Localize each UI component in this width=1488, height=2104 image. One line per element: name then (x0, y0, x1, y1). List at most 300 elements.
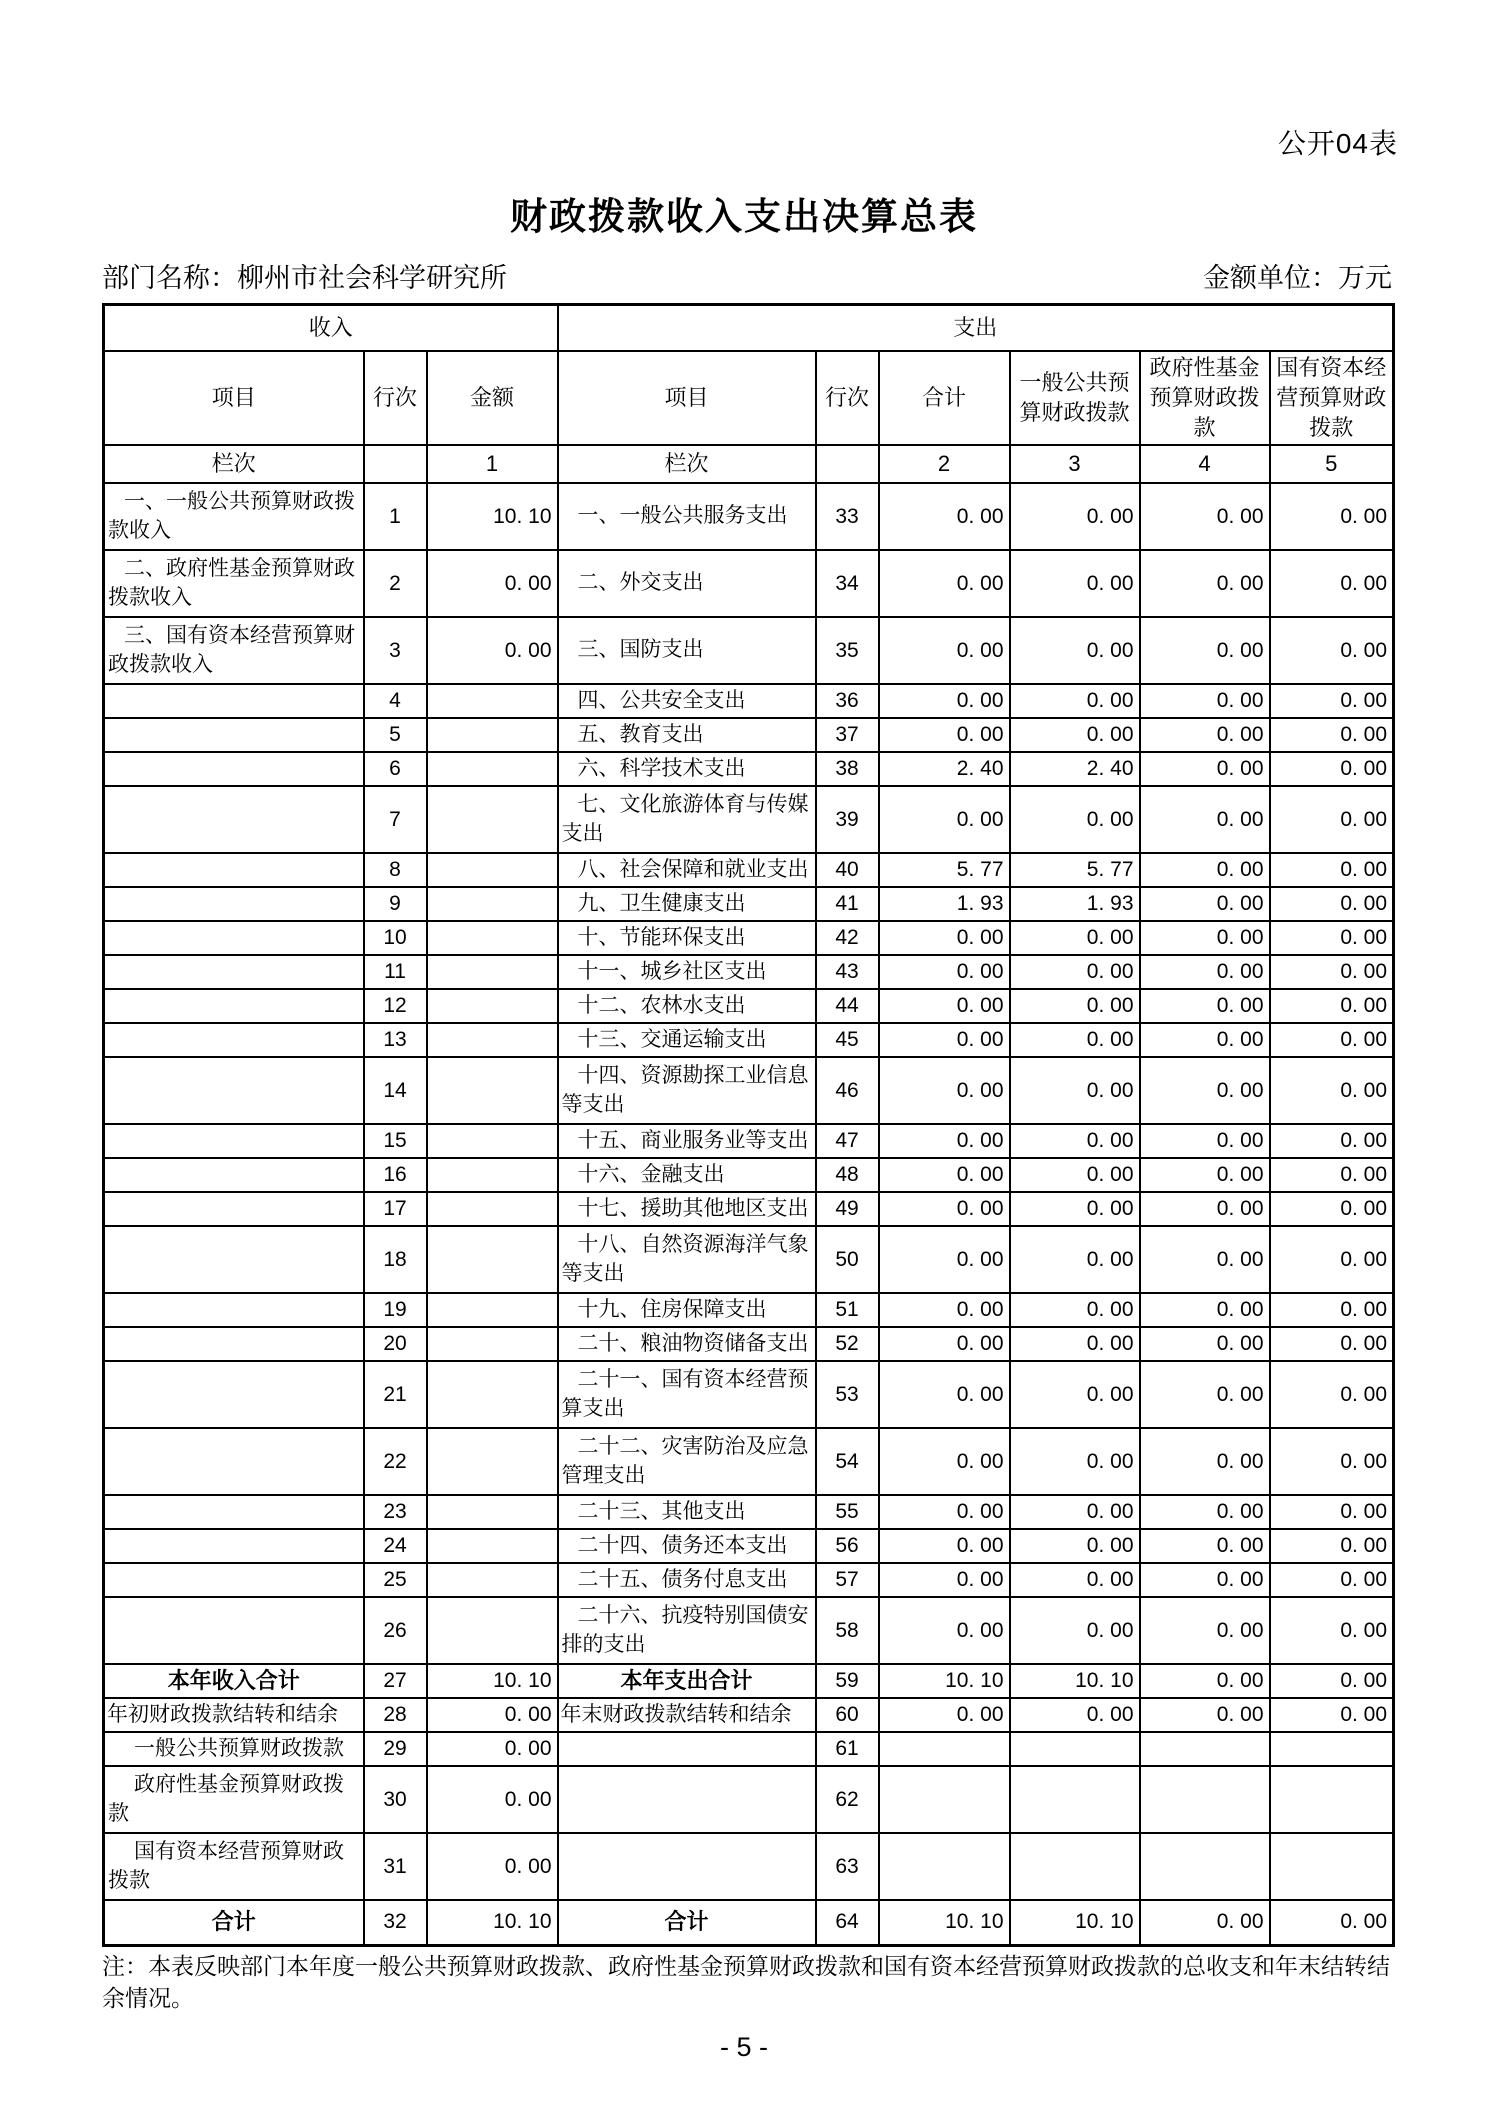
expense-lanci-line-blank (816, 445, 879, 483)
expense-line-cell: 46 (816, 1057, 879, 1124)
table-row (104, 1226, 1394, 1293)
expense-total-cell (879, 1833, 1010, 1900)
income-line-cell: 14 (364, 1057, 427, 1124)
expense-line-cell: 40 (816, 853, 879, 887)
income-item-cell (104, 1428, 364, 1495)
income-line-cell: 31 (364, 1833, 427, 1900)
income-line-cell: 26 (364, 1597, 427, 1664)
expense-item-cell: 七、文化旅游体育与传媒支出 (558, 786, 816, 853)
income-section-header: 收入 (104, 305, 558, 352)
table-row (104, 1192, 1394, 1226)
expense-total-cell: 0. 00 (879, 1158, 1010, 1192)
expense-line-cell: 54 (816, 1428, 879, 1495)
income-amount-cell (427, 955, 558, 989)
expense-state-capital-cell: 0. 00 (1270, 752, 1394, 786)
table-row (104, 921, 1394, 955)
income-amount-cell: 0. 00 (427, 1732, 558, 1766)
income-amount-cell (427, 989, 558, 1023)
expense-total-cell: 10. 10 (879, 1664, 1010, 1698)
expense-gov-fund-cell: 0. 00 (1140, 617, 1270, 684)
expense-line-cell: 52 (816, 1327, 879, 1361)
table-row (104, 853, 1394, 887)
table-area (102, 303, 1392, 2014)
income-amount-cell (427, 718, 558, 752)
income-line-cell: 3 (364, 617, 427, 684)
income-item-cell (104, 853, 364, 887)
expense-gov-fund-cell: 0. 00 (1140, 1563, 1270, 1597)
expense-state-capital-cell: 0. 00 (1270, 1361, 1394, 1428)
table-row (104, 1158, 1394, 1192)
income-item-cell (104, 1057, 364, 1124)
expense-general-budget-cell: 0. 00 (1010, 1361, 1140, 1428)
expense-gov-fund-cell: 0. 00 (1140, 786, 1270, 853)
income-amount-cell (427, 1428, 558, 1495)
expense-state-capital-cell: 0. 00 (1270, 1226, 1394, 1293)
expense-item-cell (558, 1732, 816, 1766)
income-line-cell: 16 (364, 1158, 427, 1192)
expense-total-cell: 0. 00 (879, 1428, 1010, 1495)
income-amount-cell (427, 1057, 558, 1124)
table-row (104, 1766, 1394, 1833)
income-item-cell (104, 921, 364, 955)
expense-line-cell: 53 (816, 1361, 879, 1428)
income-item-cell (104, 1293, 364, 1327)
expense-total-cell: 0. 00 (879, 989, 1010, 1023)
expense-gov-fund-header: 政府性基金预算财政拨款 (1140, 351, 1270, 445)
expense-line-cell: 49 (816, 1192, 879, 1226)
income-item-cell (104, 718, 364, 752)
table-row (104, 1124, 1394, 1158)
expense-item-cell: 二、外交支出 (558, 550, 816, 617)
table-row (104, 1428, 1394, 1495)
expense-item-cell: 六、科学技术支出 (558, 752, 816, 786)
table-row (104, 1023, 1394, 1057)
income-amount-cell (427, 887, 558, 921)
expense-state-capital-cell: 0. 00 (1270, 718, 1394, 752)
table-row (104, 1327, 1394, 1361)
expense-state-capital-cell: 0. 00 (1270, 786, 1394, 853)
income-amount-cell (427, 752, 558, 786)
expense-gov-fund-cell: 0. 00 (1140, 989, 1270, 1023)
expense-item-cell: 四、公共安全支出 (558, 684, 816, 718)
income-item-cell: 政府性基金预算财政拨款 (104, 1766, 364, 1833)
income-amount-cell: 10. 10 (427, 1900, 558, 1945)
income-item-cell (104, 786, 364, 853)
table-row (104, 684, 1394, 718)
table-row (104, 1057, 1394, 1124)
expense-item-cell: 十六、金融支出 (558, 1158, 816, 1192)
expense-gov-fund-cell (1140, 1766, 1270, 1833)
expense-total-cell: 1. 93 (879, 887, 1010, 921)
expense-item-cell: 十七、援助其他地区支出 (558, 1192, 816, 1226)
budget-summary-table (102, 303, 1395, 1947)
income-item-cell (104, 1495, 364, 1529)
expense-gov-fund-cell: 0. 00 (1140, 1698, 1270, 1732)
expense-line-cell: 35 (816, 617, 879, 684)
expense-general-budget-cell: 0. 00 (1010, 1192, 1140, 1226)
income-amount-cell: 0. 00 (427, 617, 558, 684)
section-header-row (104, 305, 1394, 352)
expense-line-cell: 61 (816, 1732, 879, 1766)
expense-gov-fund-cell: 0. 00 (1140, 1293, 1270, 1327)
expense-col-index-2: 2 (879, 445, 1010, 483)
expense-general-budget-cell: 5. 77 (1010, 853, 1140, 887)
income-line-cell: 17 (364, 1192, 427, 1226)
expense-gov-fund-cell (1140, 1732, 1270, 1766)
expense-general-budget-cell: 0. 00 (1010, 1124, 1140, 1158)
income-amount-cell: 0. 00 (427, 550, 558, 617)
income-lanci-line-blank (364, 445, 427, 483)
expense-general-budget-cell: 0. 00 (1010, 550, 1140, 617)
expense-line-cell: 45 (816, 1023, 879, 1057)
expense-gov-fund-cell: 0. 00 (1140, 1597, 1270, 1664)
expense-state-capital-cell: 0. 00 (1270, 1293, 1394, 1327)
expense-item-cell: 二十五、债务付息支出 (558, 1563, 816, 1597)
expense-item-cell: 一、一般公共服务支出 (558, 483, 816, 550)
expense-total-cell: 5. 77 (879, 853, 1010, 887)
expense-line-cell: 48 (816, 1158, 879, 1192)
income-amount-header: 金额 (427, 351, 558, 445)
expense-gov-fund-cell: 0. 00 (1140, 1495, 1270, 1529)
expense-state-capital-cell (1270, 1833, 1394, 1900)
income-amount-cell (427, 1192, 558, 1226)
column-index-row (104, 445, 1394, 483)
income-amount-cell: 0. 00 (427, 1698, 558, 1732)
table-row (104, 989, 1394, 1023)
expense-state-capital-cell: 0. 00 (1270, 1428, 1394, 1495)
income-line-cell: 27 (364, 1664, 427, 1698)
expense-total-header: 合计 (879, 351, 1010, 445)
expense-line-cell: 62 (816, 1766, 879, 1833)
expense-total-cell: 0. 00 (879, 684, 1010, 718)
table-row (104, 786, 1394, 853)
income-line-cell: 22 (364, 1428, 427, 1495)
income-line-cell: 29 (364, 1732, 427, 1766)
income-amount-cell (427, 921, 558, 955)
income-item-cell (104, 955, 364, 989)
expense-total-cell: 0. 00 (879, 955, 1010, 989)
expense-line-cell: 41 (816, 887, 879, 921)
expense-total-cell: 0. 00 (879, 617, 1010, 684)
expense-gov-fund-cell: 0. 00 (1140, 684, 1270, 718)
expense-line-cell: 34 (816, 550, 879, 617)
expense-total-cell: 0. 00 (879, 1327, 1010, 1361)
expense-total-cell: 0. 00 (879, 1192, 1010, 1226)
income-item-cell (104, 1158, 364, 1192)
income-amount-cell (427, 1293, 558, 1327)
income-amount-cell (427, 1226, 558, 1293)
expense-line-cell: 36 (816, 684, 879, 718)
expense-state-capital-cell: 0. 00 (1270, 955, 1394, 989)
expense-state-capital-cell: 0. 00 (1270, 1023, 1394, 1057)
expense-item-cell: 本年支出合计 (558, 1664, 816, 1698)
expense-state-capital-cell: 0. 00 (1270, 1327, 1394, 1361)
expense-gov-fund-cell: 0. 00 (1140, 1226, 1270, 1293)
expense-item-cell: 三、国防支出 (558, 617, 816, 684)
expense-col-index-5: 5 (1270, 445, 1394, 483)
income-amount-cell (427, 786, 558, 853)
expense-general-budget-cell: 0. 00 (1010, 1428, 1140, 1495)
income-line-cell: 20 (364, 1327, 427, 1361)
income-item-cell (104, 989, 364, 1023)
table-row (104, 483, 1394, 550)
expense-line-cell: 50 (816, 1226, 879, 1293)
income-item-cell: 年初财政拨款结转和结余 (104, 1698, 364, 1732)
expense-state-capital-cell: 0. 00 (1270, 853, 1394, 887)
meta-row (102, 256, 1392, 295)
income-item-cell: 三、国有资本经营预算财政拨款收入 (104, 617, 364, 684)
table-row (104, 550, 1394, 617)
income-line-cell: 15 (364, 1124, 427, 1158)
expense-state-capital-header: 国有资本经营预算财政拨款 (1270, 351, 1394, 445)
table-row (104, 1664, 1394, 1698)
expense-state-capital-cell: 0. 00 (1270, 1698, 1394, 1732)
expense-line-cell: 55 (816, 1495, 879, 1529)
expense-state-capital-cell: 0. 00 (1270, 1900, 1394, 1945)
expense-item-cell: 十、节能环保支出 (558, 921, 816, 955)
expense-line-cell: 56 (816, 1529, 879, 1563)
expense-total-cell: 0. 00 (879, 1057, 1010, 1124)
expense-item-cell: 二十一、国有资本经营预算支出 (558, 1361, 816, 1428)
expense-gov-fund-cell (1140, 1833, 1270, 1900)
expense-item-cell: 十五、商业服务业等支出 (558, 1124, 816, 1158)
income-line-cell: 28 (364, 1698, 427, 1732)
expense-line-cell: 58 (816, 1597, 879, 1664)
expense-gov-fund-cell: 0. 00 (1140, 1023, 1270, 1057)
expense-state-capital-cell: 0. 00 (1270, 1158, 1394, 1192)
income-item-cell (104, 1529, 364, 1563)
expense-item-cell: 五、教育支出 (558, 718, 816, 752)
expense-state-capital-cell: 0. 00 (1270, 1664, 1394, 1698)
table-row (104, 955, 1394, 989)
expense-item-cell: 二十三、其他支出 (558, 1495, 816, 1529)
income-item-cell (104, 887, 364, 921)
expense-gov-fund-cell: 0. 00 (1140, 483, 1270, 550)
department-name-label: 部门名称：柳州市社会科学研究所 (102, 263, 507, 293)
expense-general-budget-cell: 0. 00 (1010, 1563, 1140, 1597)
footnote: 注：本表反映部门本年度一般公共预算财政拨款、政府性基金预算财政拨款和国有资本经营预算财政拨款的总收支和年末结转结余情况。 (102, 1952, 1390, 2011)
expense-line-cell: 64 (816, 1900, 879, 1945)
expense-col-index-4: 4 (1140, 445, 1270, 483)
expense-general-budget-header: 一般公共预算财政拨款 (1010, 351, 1140, 445)
expense-general-budget-cell: 0. 00 (1010, 483, 1140, 550)
expense-general-budget-cell: 0. 00 (1010, 1057, 1140, 1124)
income-amount-cell (427, 1023, 558, 1057)
income-amount-cell (427, 1327, 558, 1361)
table-row (104, 1597, 1394, 1664)
income-item-cell: 一般公共预算财政拨款 (104, 1732, 364, 1766)
amount-unit-label: 金额单位：万元 (1203, 263, 1392, 293)
income-lanci-label: 栏次 (104, 445, 364, 483)
income-amount-cell: 10. 10 (427, 483, 558, 550)
expense-gov-fund-cell: 0. 00 (1140, 1900, 1270, 1945)
form-code-label: 公开04表 (1277, 128, 1398, 159)
table-row (104, 752, 1394, 786)
expense-general-budget-cell: 0. 00 (1010, 1293, 1140, 1327)
income-line-cell: 8 (364, 853, 427, 887)
expense-item-cell: 年末财政拨款结转和结余 (558, 1698, 816, 1732)
table-row (104, 887, 1394, 921)
expense-gov-fund-cell: 0. 00 (1140, 955, 1270, 989)
income-line-cell: 19 (364, 1293, 427, 1327)
expense-total-cell: 0. 00 (879, 1293, 1010, 1327)
income-item-cell (104, 1361, 364, 1428)
income-amount-cell (427, 1597, 558, 1664)
expense-gov-fund-cell: 0. 00 (1140, 1158, 1270, 1192)
expense-total-cell: 0. 00 (879, 1226, 1010, 1293)
income-line-cell: 6 (364, 752, 427, 786)
expense-col-index-3: 3 (1010, 445, 1140, 483)
expense-general-budget-cell: 10. 10 (1010, 1900, 1140, 1945)
expense-general-budget-cell (1010, 1766, 1140, 1833)
expense-total-cell: 0. 00 (879, 483, 1010, 550)
income-line-cell: 2 (364, 550, 427, 617)
expense-state-capital-cell: 0. 00 (1270, 550, 1394, 617)
expense-gov-fund-cell: 0. 00 (1140, 1327, 1270, 1361)
expense-general-budget-cell: 0. 00 (1010, 921, 1140, 955)
income-amount-cell: 0. 00 (427, 1833, 558, 1900)
expense-state-capital-cell: 0. 00 (1270, 1124, 1394, 1158)
expense-item-cell (558, 1766, 816, 1833)
expense-line-cell: 42 (816, 921, 879, 955)
expense-item-cell: 十二、农林水支出 (558, 989, 816, 1023)
income-line-cell: 10 (364, 921, 427, 955)
expense-state-capital-cell: 0. 00 (1270, 483, 1394, 550)
expense-total-cell: 0. 00 (879, 1597, 1010, 1664)
expense-gov-fund-cell: 0. 00 (1140, 1361, 1270, 1428)
expense-line-cell: 51 (816, 1293, 879, 1327)
expense-general-budget-cell (1010, 1833, 1140, 1900)
expense-general-budget-cell: 0. 00 (1010, 1698, 1140, 1732)
expense-item-cell: 十一、城乡社区支出 (558, 955, 816, 989)
expense-total-cell: 0. 00 (879, 921, 1010, 955)
expense-total-cell: 0. 00 (879, 1529, 1010, 1563)
expense-state-capital-cell (1270, 1732, 1394, 1766)
expense-item-cell: 二十四、债务还本支出 (558, 1529, 816, 1563)
expense-general-budget-cell: 2. 40 (1010, 752, 1140, 786)
expense-line-cell: 39 (816, 786, 879, 853)
income-item-header: 项目 (104, 351, 364, 445)
expense-general-budget-cell: 0. 00 (1010, 955, 1140, 989)
expense-line-cell: 63 (816, 1833, 879, 1900)
income-line-cell: 9 (364, 887, 427, 921)
expense-gov-fund-cell: 0. 00 (1140, 1529, 1270, 1563)
table-row (104, 1563, 1394, 1597)
expense-general-budget-cell: 0. 00 (1010, 718, 1140, 752)
income-line-cell: 5 (364, 718, 427, 752)
income-item-cell (104, 1023, 364, 1057)
income-item-cell: 二、政府性基金预算财政拨款收入 (104, 550, 364, 617)
expense-item-header: 项目 (558, 351, 816, 445)
income-line-cell: 23 (364, 1495, 427, 1529)
expense-item-cell (558, 1833, 816, 1900)
income-amount-cell (427, 1124, 558, 1158)
income-item-cell (104, 752, 364, 786)
expense-gov-fund-cell: 0. 00 (1140, 1428, 1270, 1495)
income-amount-cell (427, 1495, 558, 1529)
expense-state-capital-cell: 0. 00 (1270, 1597, 1394, 1664)
expense-line-cell: 33 (816, 483, 879, 550)
expense-lanci-label: 栏次 (558, 445, 816, 483)
table-row (104, 1833, 1394, 1900)
income-amount-cell (427, 1361, 558, 1428)
income-item-cell (104, 1597, 364, 1664)
income-line-cell: 12 (364, 989, 427, 1023)
table-row (104, 1900, 1394, 1945)
expense-state-capital-cell (1270, 1766, 1394, 1833)
expense-item-cell: 二十、粮油物资储备支出 (558, 1327, 816, 1361)
expense-line-cell: 59 (816, 1664, 879, 1698)
table-row (104, 718, 1394, 752)
income-amount-cell (427, 684, 558, 718)
income-line-cell: 25 (364, 1563, 427, 1597)
expense-line-header: 行次 (816, 351, 879, 445)
expense-general-budget-cell: 0. 00 (1010, 1495, 1140, 1529)
expense-item-cell: 十三、交通运输支出 (558, 1023, 816, 1057)
income-line-cell: 18 (364, 1226, 427, 1293)
income-item-cell (104, 1327, 364, 1361)
expense-general-budget-cell: 0. 00 (1010, 1023, 1140, 1057)
expense-section-header: 支出 (558, 305, 1394, 352)
table-row (104, 1698, 1394, 1732)
income-line-cell: 11 (364, 955, 427, 989)
expense-general-budget-cell: 0. 00 (1010, 989, 1140, 1023)
expense-item-cell: 合计 (558, 1900, 816, 1945)
table-row (104, 1361, 1394, 1428)
income-amount-cell: 10. 10 (427, 1664, 558, 1698)
table-row (104, 1529, 1394, 1563)
table-row (104, 617, 1394, 684)
expense-item-cell: 九、卫生健康支出 (558, 887, 816, 921)
expense-line-cell: 44 (816, 989, 879, 1023)
expense-gov-fund-cell: 0. 00 (1140, 1057, 1270, 1124)
income-amount-cell (427, 1563, 558, 1597)
expense-general-budget-cell: 0. 00 (1010, 1158, 1140, 1192)
expense-line-cell: 37 (816, 718, 879, 752)
income-line-cell: 32 (364, 1900, 427, 1945)
income-col-index-1: 1 (427, 445, 558, 483)
expense-state-capital-cell: 0. 00 (1270, 1563, 1394, 1597)
expense-general-budget-cell: 0. 00 (1010, 617, 1140, 684)
page-title: 财政拨款收入支出决算总表 (510, 196, 978, 237)
income-item-cell (104, 1226, 364, 1293)
table-row (104, 1495, 1394, 1529)
income-line-cell: 1 (364, 483, 427, 550)
expense-line-cell: 57 (816, 1563, 879, 1597)
expense-general-budget-cell: 0. 00 (1010, 684, 1140, 718)
income-item-cell (104, 1563, 364, 1597)
expense-total-cell: 2. 40 (879, 752, 1010, 786)
page-number: - 5 - (719, 2032, 768, 2062)
expense-total-cell: 0. 00 (879, 718, 1010, 752)
expense-gov-fund-cell: 0. 00 (1140, 1124, 1270, 1158)
expense-item-cell: 二十二、灾害防治及应急管理支出 (558, 1428, 816, 1495)
expense-line-cell: 47 (816, 1124, 879, 1158)
expense-state-capital-cell: 0. 00 (1270, 1529, 1394, 1563)
income-line-cell: 21 (364, 1361, 427, 1428)
expense-gov-fund-cell: 0. 00 (1140, 718, 1270, 752)
expense-item-cell: 二十六、抗疫特别国债安排的支出 (558, 1597, 816, 1664)
expense-gov-fund-cell: 0. 00 (1140, 921, 1270, 955)
expense-gov-fund-cell: 0. 00 (1140, 1664, 1270, 1698)
expense-gov-fund-cell: 0. 00 (1140, 887, 1270, 921)
expense-line-cell: 60 (816, 1698, 879, 1732)
expense-total-cell (879, 1766, 1010, 1833)
expense-line-cell: 43 (816, 955, 879, 989)
expense-state-capital-cell: 0. 00 (1270, 989, 1394, 1023)
income-item-cell (104, 684, 364, 718)
income-line-cell: 24 (364, 1529, 427, 1563)
